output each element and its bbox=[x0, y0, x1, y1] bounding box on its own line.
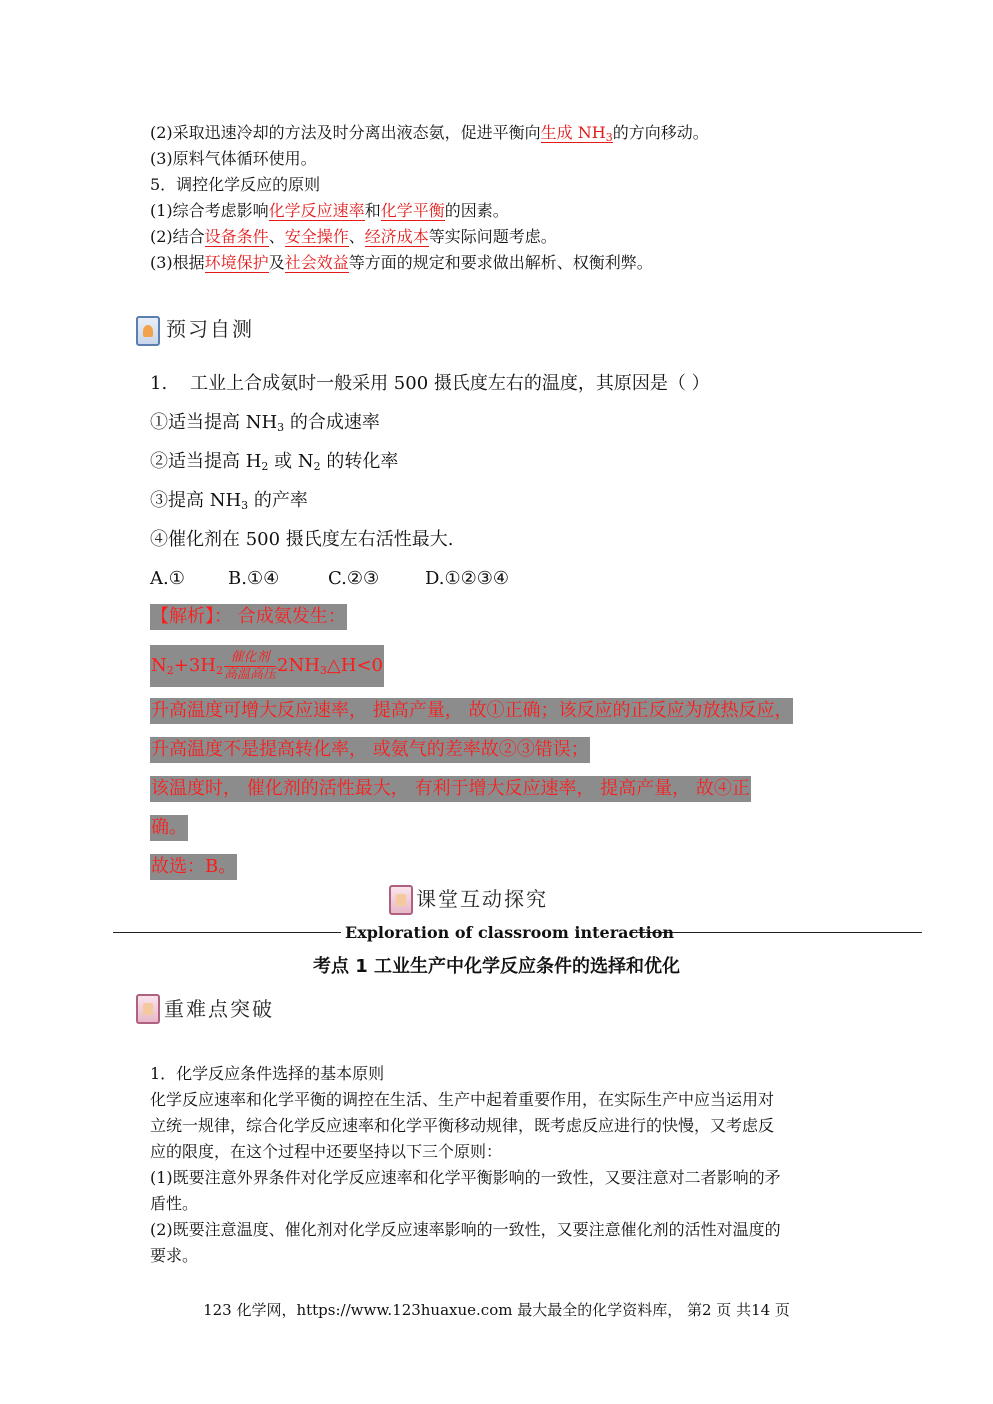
body-text: 化学反应速率和化学平衡的调控在生活、生产中起着重要作用，在实际生产中应当运用对 bbox=[150, 1090, 775, 1109]
flask-book-icon bbox=[136, 316, 160, 346]
analysis-line: 升高温度不是提高转化率， 或氨气的差率故②③错误； bbox=[150, 737, 590, 763]
answer-highlight: 安全操作 bbox=[284, 227, 349, 246]
divider-left bbox=[113, 932, 341, 933]
choice-c: C.②③ bbox=[328, 568, 380, 589]
condition-label: 高温高压 bbox=[223, 666, 276, 682]
option-2: ②适当提高 $H_2$ 或 $N_2$ 的转化率 bbox=[150, 451, 399, 473]
choice-b: B.①④ bbox=[228, 568, 280, 589]
text-line: (1)综合考虑影响化学反应速率和化学平衡的因素。 bbox=[150, 201, 509, 220]
answer-highlight: 经济成本 bbox=[364, 227, 429, 246]
analysis-head: 【解析】： 合成氨发生： bbox=[150, 604, 347, 630]
answer-highlight: 化学平衡 bbox=[380, 201, 445, 220]
body-text: (1)既要注意外界条件对化学反应速率和化学平衡影响的一致性，又要注意对二者影响的矛 bbox=[150, 1168, 781, 1187]
answer-highlight: 生成 $NH_3$ bbox=[540, 123, 613, 144]
answer-highlight: 社会效益 bbox=[284, 253, 349, 272]
text-line: (2)采取迅速冷却的方法及时分离出液态氨，促进平衡向生成 $NH_3$的方向移动。 bbox=[150, 123, 709, 144]
choice-a: A.① bbox=[150, 568, 185, 589]
analysis-line: 该温度时， 催化剂的活性最大， 有利于增大反应速率， 提高产量， 故④正 bbox=[150, 776, 751, 802]
section-title-classroom: 课堂互动探究 bbox=[416, 887, 548, 911]
option-1: ①适当提高 $NH_3$ 的合成速率 bbox=[150, 412, 380, 434]
answer-highlight: 设备条件 bbox=[204, 227, 269, 246]
section-subtitle: Exploration of classroom interaction bbox=[345, 923, 675, 942]
body-text: 盾性。 bbox=[150, 1194, 199, 1213]
text-line: (3)原料气体循环使用。 bbox=[150, 149, 317, 168]
body-text: (2)既要注意温度、催化剂对化学反应速率影响的一致性，又要注意催化剂的活性对温度的 bbox=[150, 1220, 781, 1239]
section-title-key: 重难点突破 bbox=[164, 997, 274, 1021]
topic-heading: 考点 1 工业生产中化学反应条件的选择和优化 bbox=[312, 956, 681, 977]
answer-highlight: 环境保护 bbox=[204, 253, 269, 272]
divider-right bbox=[632, 932, 922, 933]
analysis-line: 确。 bbox=[150, 815, 188, 841]
text-line: (3)根据环境保护及社会效益等方面的规定和要求做出解析、权衡利弊。 bbox=[150, 253, 653, 272]
book-icon bbox=[136, 994, 160, 1024]
body-text: 应的限度，在这个过程中还要坚持以下三个原则： bbox=[150, 1142, 503, 1161]
answer-highlight: 化学反应速率 bbox=[268, 201, 365, 220]
body-text: 立统一规律，综合化学反应速率和化学平衡移动规律，既考虑反应进行的快慢，又考虑反 bbox=[150, 1116, 775, 1135]
section-title-preview: 预习自测 bbox=[166, 317, 254, 341]
analysis-line: 升高温度可增大反应速率， 提高产量， 故①正确；该反应的正反应为放热反应， bbox=[150, 698, 793, 724]
reaction-equation: $N_2+3H_2$ $\frac{\text{催化剂}}{\text{高温高压}}$ $2NH_3\triangle H<0$ bbox=[150, 645, 384, 687]
body-heading: 1．化学反应条件选择的基本原则 bbox=[150, 1064, 385, 1083]
option-3: ③提高 $NH_3$ 的产率 bbox=[150, 490, 308, 512]
choice-d: D.①②③④ bbox=[425, 568, 510, 589]
catalyst-label: 催化剂 bbox=[224, 650, 276, 667]
book-icon bbox=[389, 885, 413, 915]
text-line: (2)结合设备条件、安全操作、经济成本等实际问题考虑。 bbox=[150, 227, 557, 246]
analysis-answer: 故选：B。 bbox=[150, 854, 237, 880]
page-footer: 123 化学网，https://www.123huaxue.com 最大最全的化学资料库， 第2 页 共14 页 bbox=[203, 1301, 790, 1319]
option-4: ④催化剂在 500 摄氏度左右活性最大. bbox=[150, 529, 454, 550]
question: 1. 工业上合成氨时一般采用 500 摄氏度左右的温度，其原因是（ ） bbox=[150, 373, 710, 394]
text-line: 5．调控化学反应的原则 bbox=[150, 175, 321, 194]
body-text: 要求。 bbox=[150, 1246, 199, 1265]
